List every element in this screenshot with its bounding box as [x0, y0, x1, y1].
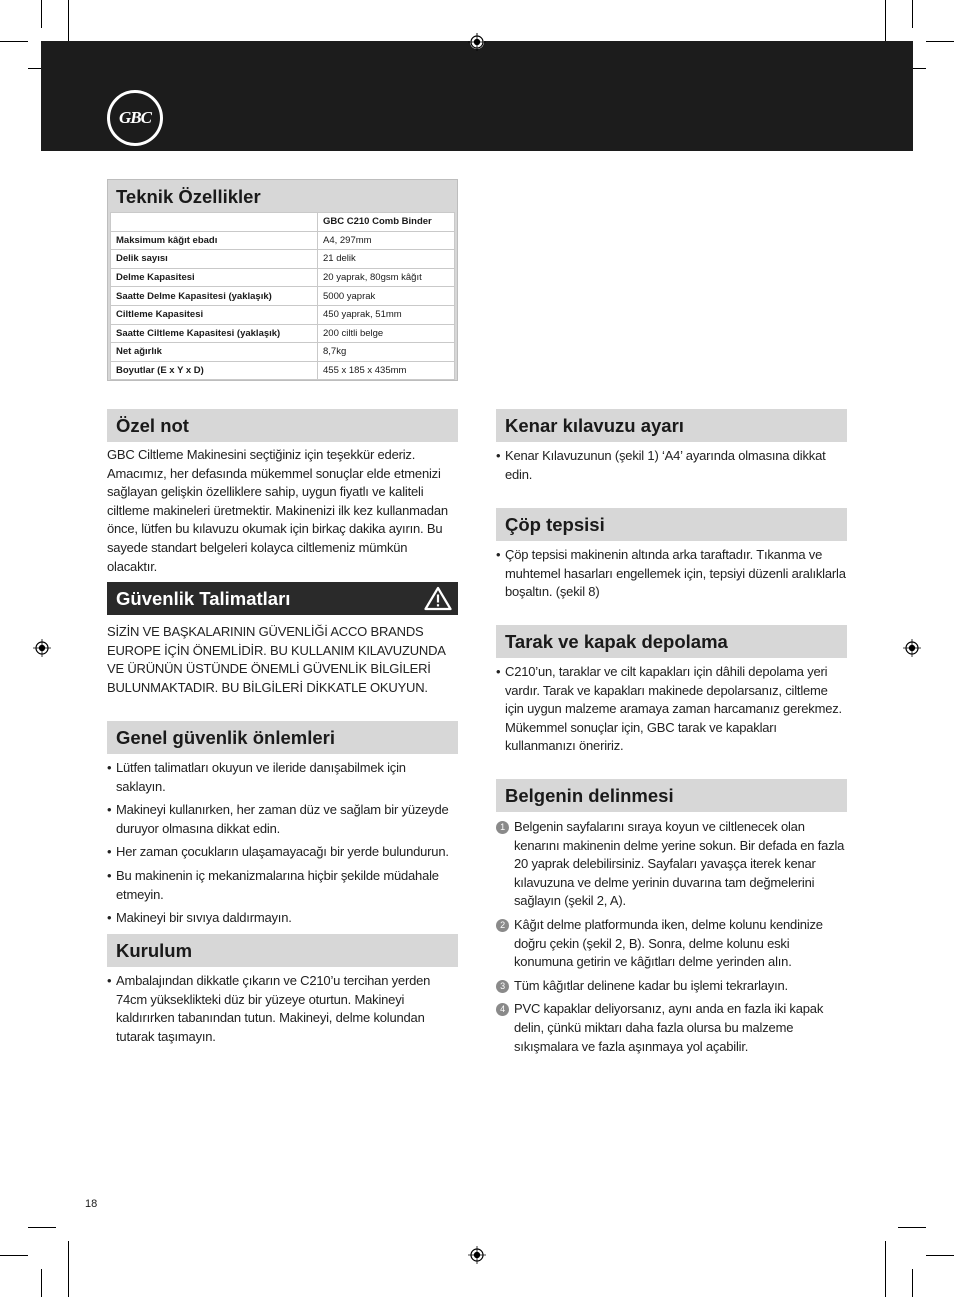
registration-mark-icon [468, 1246, 486, 1264]
table-row [111, 305, 455, 324]
warning-triangle-icon [424, 586, 452, 611]
cop-list [496, 546, 846, 607]
section-heading-belge: Belgenin delinmesi [496, 779, 847, 812]
list-item: • Makineyi kullanırken, her zaman düz ve sağlam bir yüzeyde duruyor olmasına dikkat edin. [107, 801, 457, 838]
registration-mark-icon [903, 639, 921, 657]
step-number: 1 [496, 821, 509, 834]
spec-value: 8,7kg [318, 343, 455, 362]
section-heading-tarak: Tarak ve kapak depolama [496, 625, 847, 658]
table-row [111, 324, 455, 343]
spec-value: 455 x 185 x 435mm [318, 361, 455, 380]
step-text: Kâğıt delme platformunda iken, delme kolunu kendinize doğru çekin (şekil 2, B). Sonra, delme kolunu eski konumuna getirin ve kâğıtları delme yerinden alın. [514, 916, 823, 970]
spec-value: 20 yaprak, 80gsm kâğıt [318, 268, 455, 287]
list-item: • Bu makinenin iç mekanizmalarına hiçbir şekilde müdahale etmeyin. [107, 867, 457, 904]
registration-mark-icon [468, 33, 486, 51]
step-text: PVC kapaklar deliyorsanız, aynı anda en fazla iki kapak delin, çünkü miktarı daha fazla olursa bu malzeme sıkışmalara ve fazla aşınmaya yol açabilir. [514, 1001, 824, 1054]
spec-value: A4, 297mm [318, 231, 455, 250]
registration-mark-icon [33, 639, 51, 657]
list-item: • Ambalajından dikkatle çıkarın ve C210’u tercihan yerden 74cm yükseklikteki düz bir yüzeye oturtun. Makineyi kaldırırken tabanından tutun. Makineyi, delme kolundan tutarak taşımayın. [107, 972, 459, 1046]
crop-mark [0, 1255, 28, 1256]
list-item: • C210’un, taraklar ve cilt kapakları için dâhili depolama yeri vardır. Tarak ve kapakları makinede depolarsanız, ciltleme için uygun malzeme aramaya zaman harcamanız gerekmez. Mükemmel sonuçlar için, GBC tarak ve kapakları kullanmanızı öneririz. [496, 663, 848, 756]
crop-mark [28, 1227, 56, 1228]
spec-value: 450 yaprak, 51mm [318, 305, 455, 324]
section-heading-cop: Çöp tepsisi [496, 508, 847, 541]
table-row [111, 213, 455, 232]
table-row [111, 231, 455, 250]
step-number: 2 [496, 919, 509, 932]
header-band [41, 41, 913, 151]
table-row [111, 361, 455, 380]
section-heading-kurulum: Kurulum [107, 934, 458, 967]
crop-mark [0, 41, 28, 42]
list-item: • Lütfen talimatları okuyun ve ileride danışabilmek için saklayın. [107, 759, 457, 796]
list-item: • Kenar Kılavuzunun (şekil 1) ‘A4’ ayarında olmasına dikkat edin. [496, 447, 836, 484]
page-number: 18 [85, 1198, 98, 1210]
spec-label: Delme Kapasitesi [111, 268, 318, 287]
ozel-not-text: GBC Ciltleme Makinesini seçtiğiniz için teşekkür ederiz. Amacımız, her defasında mükemmel sonuçlar elde etmenizi sağlayan gelişkin özelliklere sahip, uygun fiyatlı ve kaliteli ciltleme makineleri üretmektir. Makinenizi ilk kez kullanmadan önce, lütfen bu kılavuzu okumak için birkaç dakika ayırın. Bu sayede standart belgeleri kolayca ciltlemeniz mümkün olacaktır. [107, 447, 448, 574]
section-heading-genel: Genel güvenlik önlemleri [107, 721, 458, 754]
crop-mark [926, 41, 954, 42]
spec-value: 200 ciltli belge [318, 324, 455, 343]
table-row [111, 268, 455, 287]
spec-value: 5000 yaprak [318, 287, 455, 306]
belge-steps [496, 818, 848, 1061]
list-item: • Çöp tepsisi makinenin altında arka taraftadır. Tıkanma ve muhtemel hasarları engellemek için, tepsiyi düzenli aralıklarla boşaltın. (şekil 8) [496, 546, 846, 602]
spec-label: Delik sayısı [111, 250, 318, 269]
spec-title: Teknik Özellikler [116, 186, 261, 207]
crop-mark [41, 0, 42, 28]
spec-label: Maksimum kâğıt ebadı [111, 231, 318, 250]
crop-mark [68, 1241, 69, 1297]
spec-label: Net ağırlık [111, 343, 318, 362]
spec-table [110, 212, 455, 380]
section-heading-kenar: Kenar kılavuzu ayarı [496, 409, 847, 442]
logo-text: GBC [119, 108, 151, 127]
table-row [111, 343, 455, 362]
list-item [496, 818, 848, 911]
kurulum-list [107, 972, 459, 1051]
list-item: • Makineyi bir sıvıya daldırmayın. [107, 909, 457, 928]
crop-mark [912, 1269, 913, 1297]
spec-label: Boyutlar (E x Y x D) [111, 361, 318, 380]
crop-mark [926, 1255, 954, 1256]
crop-mark [885, 1241, 886, 1297]
section-heading-guvenlik: Güvenlik Talimatları [107, 582, 458, 615]
step-number: 4 [496, 1003, 509, 1016]
crop-mark [898, 1227, 926, 1228]
spec-label: Ciltleme Kapasitesi [111, 305, 318, 324]
spec-label: Saatte Delme Kapasitesi (yaklaşık) [111, 287, 318, 306]
spec-table-box [107, 179, 458, 381]
step-number: 3 [496, 980, 509, 993]
kenar-list [496, 447, 836, 489]
step-text: Tüm kâğıtlar delinene kadar bu işlemi tekrarlayın. [514, 977, 788, 993]
list-item: • Her zaman çocukların ulaşamayacağı bir yerde bulundurun. [107, 843, 457, 862]
genel-list [107, 759, 457, 933]
spec-value: 21 delik [318, 250, 455, 269]
list-item [496, 916, 848, 972]
crop-mark [912, 0, 913, 28]
section-heading-ozel-not: Özel not [107, 409, 458, 442]
step-text: Belgenin sayfalarını sıraya koyun ve ciltlenecek olan kenarını makinenin delme yerine sokun. Bir defada en fazla 20 yaprak delebilirsiniz. Sayfaları yavaşça iterek kenar kılavuzuna ve delme yerinin duvarına tam değmelerini sağlayın (şekil 2, A). [514, 819, 845, 909]
list-item [496, 1000, 848, 1056]
spec-label: Saatte Ciltleme Kapasitesi (yaklaşık) [111, 324, 318, 343]
crop-mark [41, 1269, 42, 1297]
gbc-logo [107, 90, 163, 146]
list-item [496, 977, 848, 996]
guvenlik-text: SİZİN VE BAŞKALARININ GÜVENLİĞİ ACCO BRANDS EUROPE İÇİN ÖNEMLİDİR. BU KULLANIM KILAVUZUNDA VE ÜRÜNÜN ÜSTÜNDE ÖNEMLİ GÜVENLİK BİLGİLERİ BULUNMAKTADIR. BU BİLGİLERİ DİKKATLE OKUYUN. [107, 624, 446, 695]
table-row [111, 287, 455, 306]
spec-column-header: GBC C210 Comb Binder [318, 213, 455, 232]
table-row [111, 250, 455, 269]
tarak-list [496, 663, 848, 761]
